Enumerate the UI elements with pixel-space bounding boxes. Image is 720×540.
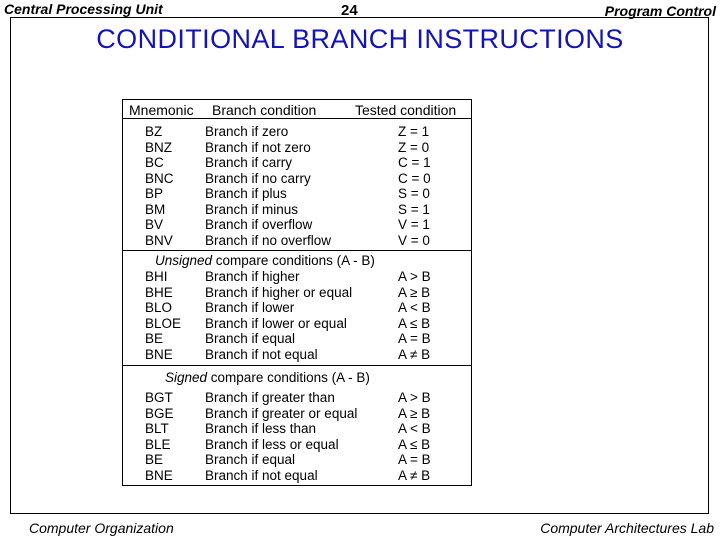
- row-mnemonic: BGE: [145, 405, 174, 421]
- row-tested: A < B: [398, 300, 431, 316]
- row-condition: Branch if lower or equal: [205, 315, 347, 331]
- row-mnemonic: BNE: [145, 347, 173, 362]
- page-number: 24: [341, 2, 358, 19]
- row-mnemonic: BNV: [145, 232, 173, 248]
- row-condition: Branch if minus: [205, 201, 299, 217]
- row-tested: A ≤ B: [398, 436, 431, 452]
- row-mnemonic: BV: [145, 217, 164, 232]
- row-condition: Branch if plus: [205, 186, 287, 201]
- row-condition: Branch if not zero: [205, 139, 311, 155]
- unsigned-emph: Unsigned: [155, 253, 213, 268]
- row-tested: C = 1: [398, 155, 431, 170]
- row-mnemonic: BLT: [145, 421, 169, 437]
- header-divider: [123, 118, 471, 119]
- row-mnemonic: BNZ: [145, 139, 172, 155]
- row-mnemonic: BC: [145, 155, 164, 170]
- row-tested: A > B: [398, 390, 431, 405]
- row-mnemonic: BM: [145, 201, 166, 217]
- row-condition: Branch if overflow: [205, 217, 313, 232]
- branch-instruction-table: [122, 99, 472, 486]
- row-mnemonic: BLOE: [145, 315, 182, 331]
- unsigned-section-title: [155, 253, 375, 269]
- signed-rest: compare conditions (A - B): [207, 370, 370, 385]
- row-condition: Branch if equal: [205, 331, 296, 347]
- row-mnemonic: BP: [145, 186, 164, 201]
- row-tested: A < B: [398, 421, 431, 437]
- row-mnemonic: BNC: [145, 170, 174, 186]
- row-tested: A ≠ B: [398, 347, 431, 362]
- row-condition: Branch if greater than: [205, 390, 335, 405]
- row-condition: Branch if higher or equal: [205, 284, 353, 300]
- row-mnemonic: BZ: [145, 124, 163, 139]
- row-tested: V = 0: [398, 232, 430, 248]
- row-tested: Z = 1: [398, 124, 430, 139]
- row-tested: A = B: [398, 331, 431, 347]
- header-topic: Program Control: [604, 3, 716, 19]
- row-mnemonic: BHE: [145, 284, 173, 300]
- row-tested: A ≠ B: [398, 468, 431, 483]
- row-condition: Branch if not equal: [205, 468, 318, 483]
- row-tested: A = B: [398, 452, 431, 468]
- row-tested: A ≥ B: [398, 284, 431, 300]
- signed-section-title: [165, 370, 370, 386]
- row-tested: C = 0: [398, 170, 431, 186]
- group-divider-1: [123, 250, 471, 251]
- row-condition: Branch if less than: [205, 421, 317, 437]
- row-tested: S = 1: [398, 201, 430, 217]
- row-mnemonic: BE: [145, 452, 164, 468]
- row-tested: A ≥ B: [398, 405, 431, 421]
- footer-left: Computer Organization: [29, 520, 174, 536]
- row-condition: Branch if equal: [205, 452, 296, 468]
- row-tested: V = 1: [398, 217, 430, 232]
- row-tested: S = 0: [398, 186, 430, 201]
- row-condition: Branch if not equal: [205, 347, 318, 362]
- header-tested-condition: Tested condition: [355, 102, 457, 118]
- row-condition: Branch if no overflow: [205, 232, 332, 248]
- row-mnemonic: BE: [145, 331, 164, 347]
- row-condition: Branch if less or equal: [205, 436, 339, 452]
- slide-title: CONDITIONAL BRANCH INSTRUCTIONS: [96, 24, 624, 54]
- row-condition: Branch if zero: [205, 124, 289, 139]
- header-branch-condition: Branch condition: [212, 102, 317, 118]
- row-condition: Branch if higher: [205, 269, 300, 284]
- row-tested: Z = 0: [398, 139, 430, 155]
- row-tested: A > B: [398, 269, 431, 284]
- row-condition: Branch if greater or equal: [205, 405, 358, 421]
- header-course-title: Central Processing Unit: [4, 1, 163, 17]
- row-condition: Branch if carry: [205, 155, 293, 170]
- row-tested: A ≤ B: [398, 315, 431, 331]
- row-mnemonic: BNE: [145, 468, 173, 483]
- row-mnemonic: BLE: [145, 436, 171, 452]
- row-mnemonic: BHI: [145, 269, 168, 284]
- signed-emph: Signed: [165, 370, 208, 385]
- footer-right: Computer Architectures Lab: [540, 520, 714, 536]
- unsigned-rest: compare conditions (A - B): [212, 253, 375, 268]
- row-mnemonic: BGT: [145, 390, 173, 405]
- row-condition: Branch if no carry: [205, 170, 311, 186]
- header-mnemonic: Mnemonic: [129, 102, 194, 118]
- row-mnemonic: BLO: [145, 300, 173, 316]
- group-divider-2: [123, 365, 471, 366]
- row-condition: Branch if lower: [205, 300, 295, 316]
